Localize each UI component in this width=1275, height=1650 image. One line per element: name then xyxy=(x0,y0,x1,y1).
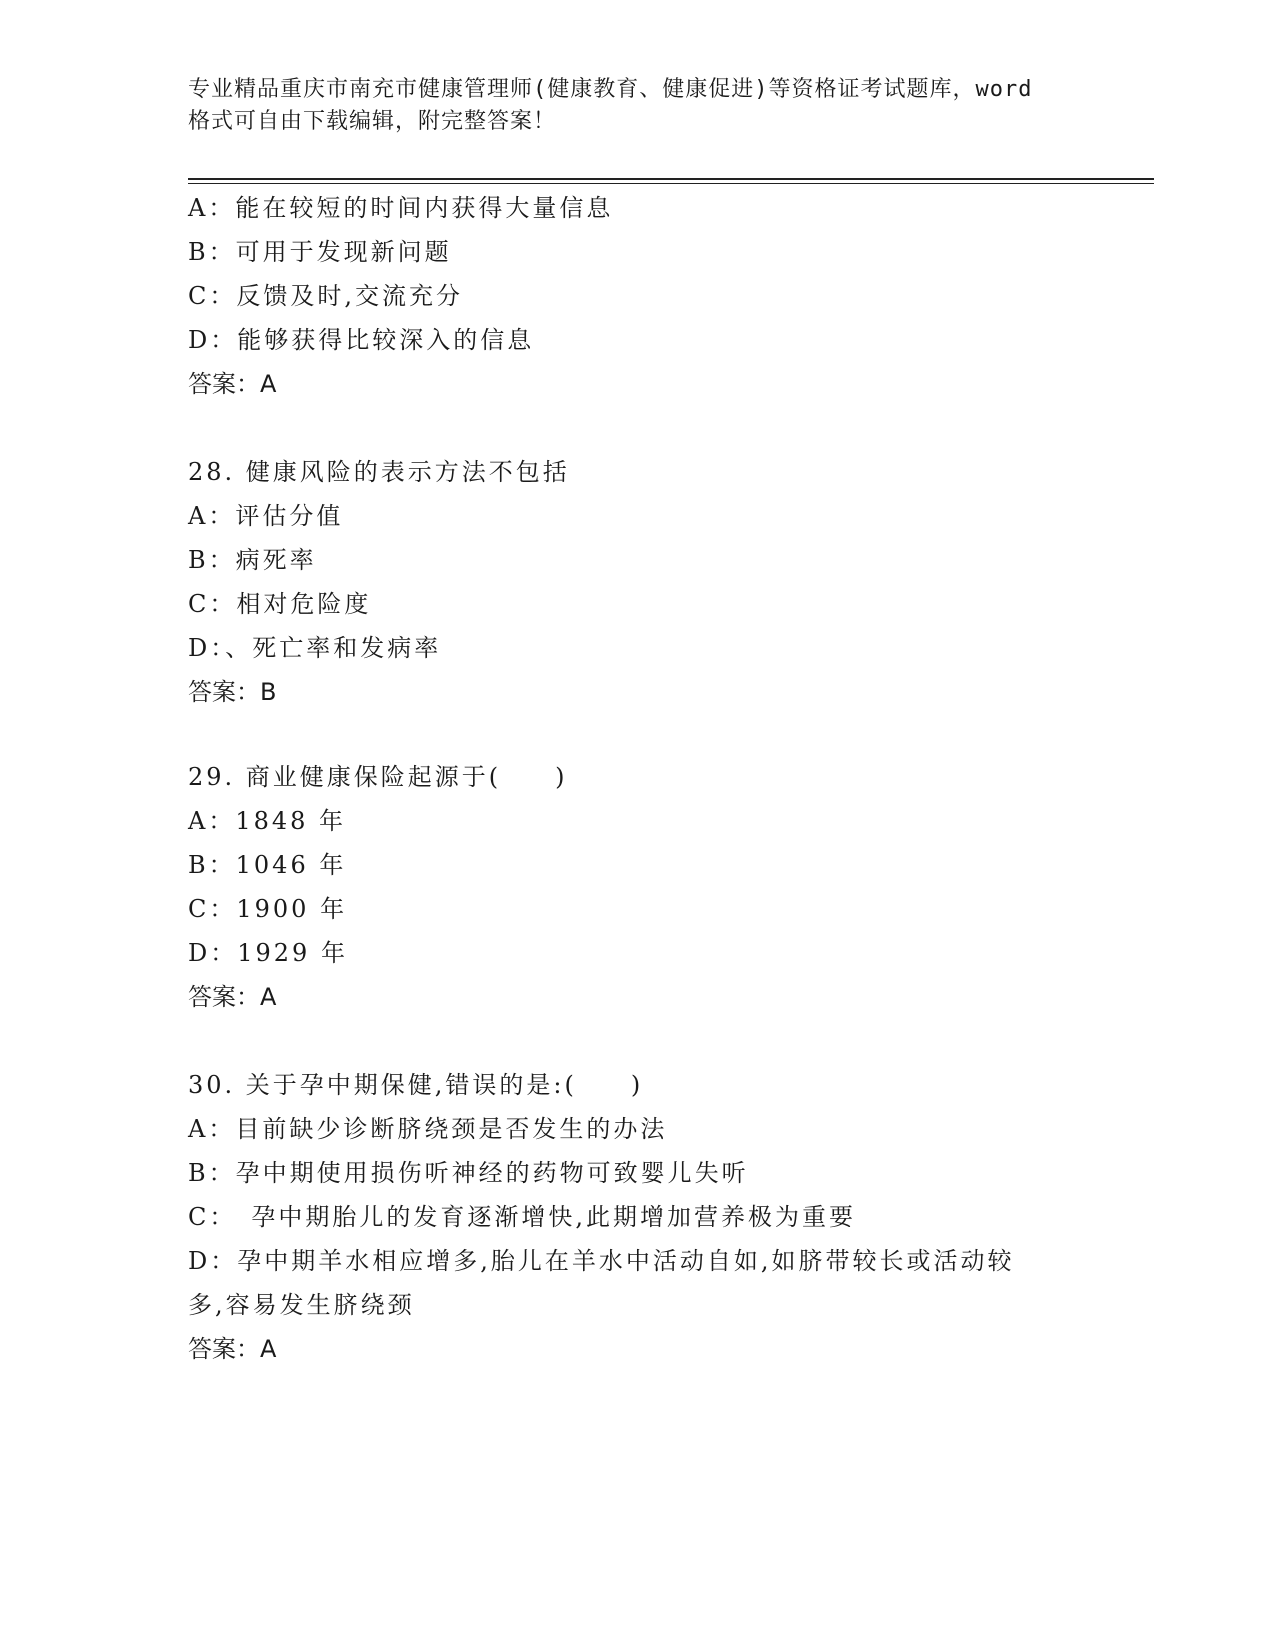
header-divider-thick xyxy=(188,178,1154,180)
q28-option-a: A：评估分值 xyxy=(188,502,344,530)
q28-option-d: D：、死亡率和发病率 xyxy=(188,634,442,662)
q28-option-c: C：相对危险度 xyxy=(188,590,372,618)
q27-option-a: A：能在较短的时间内获得大量信息 xyxy=(188,194,614,222)
q30-option-b: B：孕中期使用损伤听神经的药物可致婴儿失听 xyxy=(188,1159,749,1187)
document-header xyxy=(188,74,1088,138)
header-divider-thin xyxy=(188,183,1154,184)
header-line-2: 格式可自由下载编辑，附完整答案！ xyxy=(188,109,557,134)
q30-option-d: D：孕中期羊水相应增多,胎儿在羊水中活动自如,如脐带较长或活动较 xyxy=(188,1247,1015,1275)
q29-option-a: A：1848 年 xyxy=(188,807,347,835)
q29-option-c: C：1900 年 xyxy=(188,895,348,923)
header-line-1: 专业精品重庆市南充市健康管理师(健康教育、健康促进)等资格证考试题库，word xyxy=(188,77,1033,102)
q29-option-b: B：1046 年 xyxy=(188,851,347,879)
q30-stem: 30. 关于孕中期保健,错误的是:( ) xyxy=(188,1071,644,1099)
q30-option-d-continued: 多,容易发生脐绕颈 xyxy=(188,1291,415,1319)
q28-option-b: B：病死率 xyxy=(188,546,317,574)
q30-option-c: C： 孕中期胎儿的发育逐渐增快,此期增加营养极为重要 xyxy=(188,1203,856,1231)
q27-option-d: D：能够获得比较深入的信息 xyxy=(188,326,535,354)
q28-stem: 28. 健康风险的表示方法不包括 xyxy=(188,458,570,486)
q29-answer: 答案：A xyxy=(188,983,277,1011)
q29-option-d: D：1929 年 xyxy=(188,939,348,967)
q27-option-b: B：可用于发现新问题 xyxy=(188,238,452,266)
q29-stem: 29. 商业健康保险起源于( ) xyxy=(188,763,568,791)
q28-answer: 答案：B xyxy=(188,678,277,706)
q27-answer: 答案：A xyxy=(188,370,277,398)
q30-option-a: A：目前缺少诊断脐绕颈是否发生的办法 xyxy=(188,1115,668,1143)
q30-answer: 答案：A xyxy=(188,1335,277,1363)
q27-option-c: C：反馈及时,交流充分 xyxy=(188,282,463,310)
